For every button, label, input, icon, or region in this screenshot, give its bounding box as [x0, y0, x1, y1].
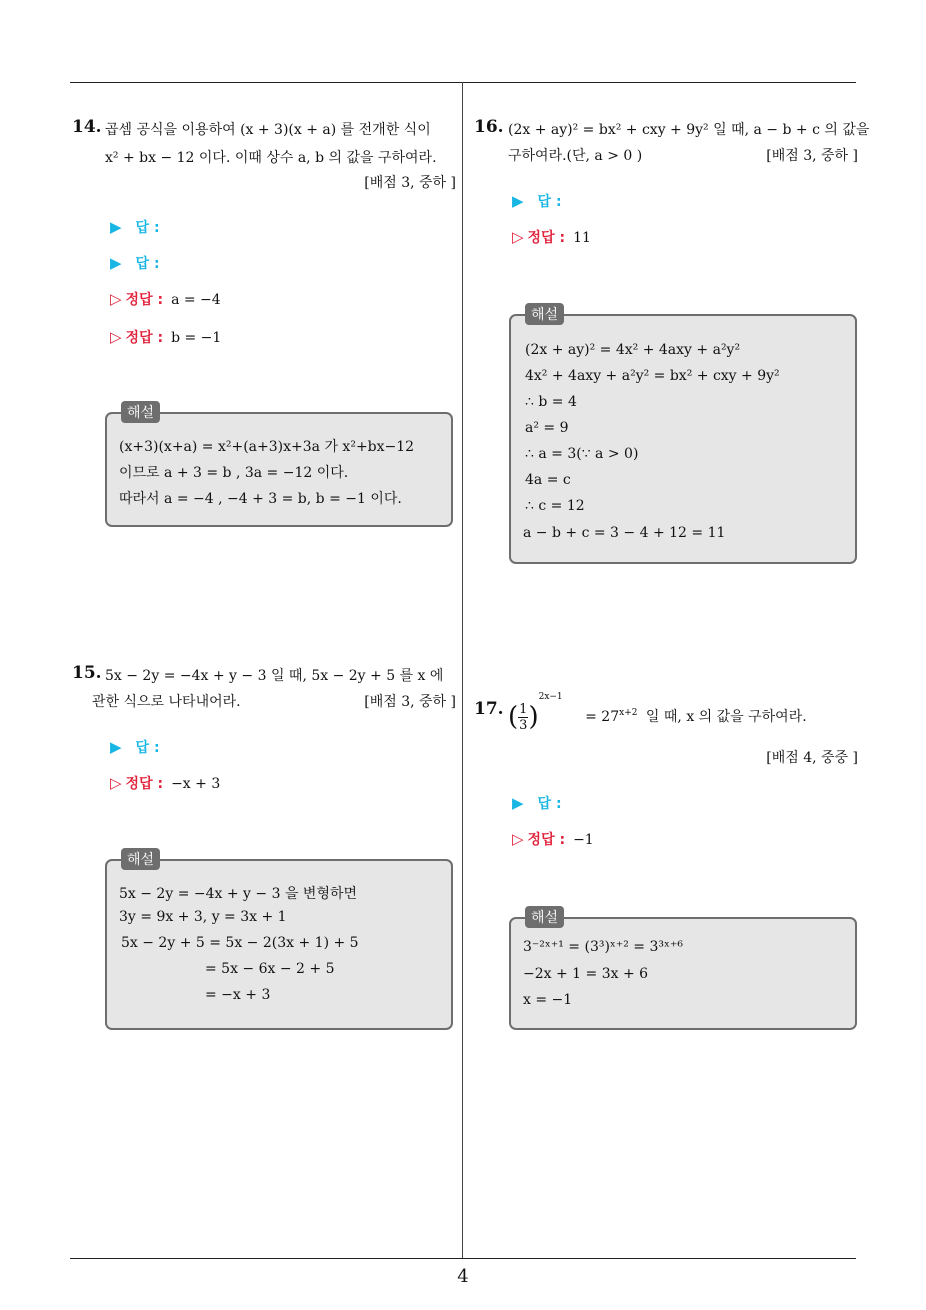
play-icon: ▶: [512, 794, 524, 812]
answer-field[interactable]: [110, 737, 160, 757]
correct-label: 정답 :: [125, 776, 164, 792]
answer-label: 답 :: [537, 796, 562, 812]
explanation-line: ∴ a = 3(∵ a > 0): [525, 446, 639, 462]
explanation-line: 4a = c: [525, 472, 571, 488]
explanation-line: (2x + ay)² = 4x² + 4axy + a²y²: [525, 342, 741, 358]
score-label: [배점 3, 중하 ]: [364, 694, 456, 710]
explanation-line: ∴ c = 12: [525, 498, 585, 514]
exponent: 2x−1: [538, 692, 563, 702]
explanation-tag: 해설: [525, 303, 564, 325]
explanation-line: ∴ b = 4: [525, 394, 577, 410]
answer-label: 답 :: [135, 256, 160, 272]
answer-label: 답 :: [537, 194, 562, 210]
correct-answer: [110, 773, 220, 793]
play-icon: ▶: [110, 218, 122, 236]
correct-answer-1: [110, 289, 221, 309]
answer-field-2[interactable]: [110, 253, 160, 273]
problem-number: 14.: [72, 117, 102, 137]
rhs-exponent: x+2: [619, 708, 638, 718]
explanation-line: = −x + 3: [205, 987, 271, 1003]
correct-answer: [512, 227, 591, 247]
explanation-line: 3y = 9x + 3, y = 3x + 1: [119, 909, 287, 925]
answer-field[interactable]: [512, 191, 562, 211]
correct-label: 정답 :: [125, 292, 164, 308]
explanation-box-17: [509, 910, 857, 1030]
explanation-line: 3⁻²ˣ⁺¹ = (3³)ˣ⁺² = 3³ˣ⁺⁶: [523, 939, 683, 955]
problem-number: 16.: [474, 117, 504, 137]
explanation-line: 5x − 2y + 5 = 5x − 2(3x + 1) + 5: [121, 935, 359, 951]
correct-label: 정답 :: [125, 330, 164, 346]
problem-17: [474, 692, 858, 857]
problem-number: 17.: [474, 699, 504, 719]
equation-rhs: = 27: [585, 709, 620, 725]
explanation-box-15: [105, 852, 453, 1030]
problem-16: [474, 117, 870, 257]
problem-equation: ( $\frac{1}{3}$ )$^{2x-1} = 27^{x+2}$ 일 때, x 의 값을 구하여라.: [508, 692, 807, 733]
column-divider: [462, 82, 463, 1258]
correct-answer-value: −x + 3: [171, 776, 221, 792]
play-icon: ▶: [110, 738, 122, 756]
outline-triangle-icon: ▷: [110, 290, 122, 308]
explanation-line: = 5x − 6x − 2 + 5: [205, 961, 335, 977]
problem-text-line-2: 관한 식으로 나타내어라.: [92, 694, 241, 710]
explanation-tag: 해설: [525, 906, 564, 928]
answer-label: 답 :: [135, 220, 160, 236]
correct-answer-value: b = −1: [171, 330, 222, 346]
explanation-line: 이므로 a + 3 = b , 3a = −12 이다.: [119, 465, 349, 481]
explanation-line: 4x² + 4axy + a²y² = bx² + cxy + 9y²: [525, 368, 780, 384]
score-label: [배점 3, 중하 ]: [766, 148, 858, 164]
explanation-line: (x+3)(x+a) = x²+(a+3)x+3a 가 x²+bx−12: [119, 439, 415, 455]
fraction: $\frac{1}{3}$: [519, 701, 528, 733]
outline-triangle-icon: ▷: [110, 328, 122, 346]
problem-text-line-1: 5x − 2y = −4x + y − 3 일 때, 5x − 2y + 5 를 x 에: [105, 668, 444, 684]
explanation-line: 5x − 2y = −4x + y − 3 을 변형하면: [119, 886, 358, 902]
outline-triangle-icon: ▷: [110, 774, 122, 792]
correct-answer-value: a = −4: [171, 292, 221, 308]
correct-answer: [512, 829, 594, 849]
score-label: [배점 4, 중중 ]: [766, 750, 858, 766]
page-number: 4: [457, 1266, 469, 1287]
problem-text-line-1: 곱셈 공식을 이용하여 (x + 3)(x + a) 를 전개한 식이: [105, 122, 431, 138]
answer-field-1[interactable]: [110, 217, 160, 237]
explanation-tag: 해설: [121, 848, 160, 870]
correct-label: 정답 :: [527, 832, 566, 848]
play-icon: ▶: [512, 192, 524, 210]
correct-answer-value: 11: [573, 230, 591, 246]
outline-triangle-icon: ▷: [512, 830, 524, 848]
correct-answer-2: [110, 327, 221, 347]
play-icon: ▶: [110, 254, 122, 272]
explanation-box-14: [105, 405, 453, 527]
correct-answer-value: −1: [573, 832, 594, 848]
explanation-line: a − b + c = 3 − 4 + 12 = 11: [523, 525, 726, 541]
explanation-tag: 해설: [121, 401, 160, 423]
problem-text-line-2: x² + bx − 12 이다. 이때 상수 a, b 의 값을 구하여라.: [105, 150, 437, 166]
correct-label: 정답 :: [527, 230, 566, 246]
explanation-line: −2x + 1 = 3x + 6: [523, 966, 649, 982]
top-rule: [70, 82, 856, 83]
problem-text-line-2: 구하여라.(단, a > 0 ): [508, 148, 643, 164]
explanation-line: 따라서 a = −4 , −4 + 3 = b, b = −1 이다.: [119, 491, 402, 507]
problem-text-line-1: (2x + ay)² = bx² + cxy + 9y² 일 때, a − b + c 의 값을: [508, 122, 870, 138]
problem-text: 일 때, x 의 값을 구하여라.: [645, 709, 807, 725]
problem-number: 15.: [72, 663, 102, 683]
explanation-box-16: [509, 307, 857, 564]
answer-field[interactable]: [512, 793, 562, 813]
answer-label: 답 :: [135, 740, 160, 756]
bottom-rule: [70, 1258, 856, 1259]
score-label: [배점 3, 중하 ]: [364, 175, 456, 191]
problem-15: [72, 663, 456, 803]
explanation-line: x = −1: [523, 992, 573, 1008]
explanation-line: a² = 9: [525, 420, 569, 436]
outline-triangle-icon: ▷: [512, 228, 524, 246]
